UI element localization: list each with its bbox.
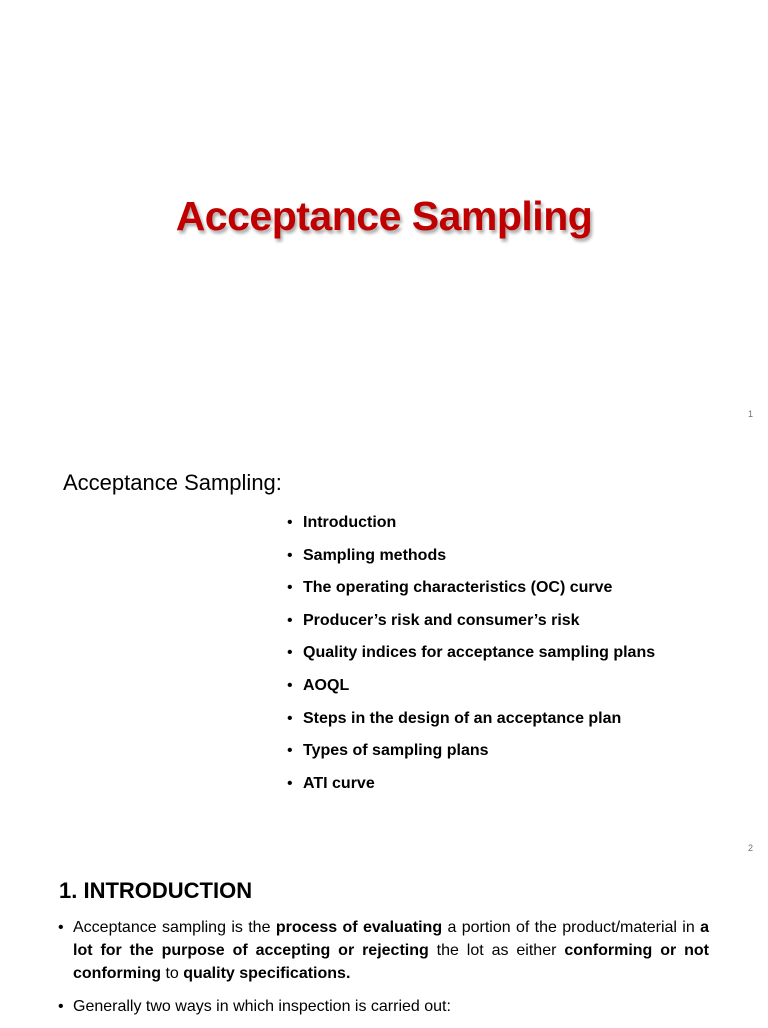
slide-cover xyxy=(0,0,768,430)
bullet-icon: • xyxy=(287,709,293,727)
list-item: • Quality indices for acceptance sampling plans xyxy=(287,642,655,675)
bullet-icon: • xyxy=(58,998,64,1015)
list-item: • AOQL xyxy=(287,675,655,708)
list-item: • Acceptance sampling is the process of evaluating a portion of the product/material in a lot for the purpose of accepting or rejecting the lot as either conforming or not conforming to quality specifications. xyxy=(58,916,709,985)
body-list xyxy=(58,916,709,1028)
list-item: • Steps in the design of an acceptance plan xyxy=(287,708,655,741)
list-item: • ATI curve xyxy=(287,773,655,806)
slide-introduction xyxy=(0,860,768,1024)
slide-contents xyxy=(0,430,768,860)
slide-number: 2 xyxy=(747,843,753,853)
bullet-icon: • xyxy=(287,774,293,792)
bullet-icon: • xyxy=(58,919,64,936)
bullet-icon: • xyxy=(287,676,293,694)
bullet-icon: • xyxy=(287,644,293,662)
bullet-icon: • xyxy=(287,579,293,597)
bullet-icon: • xyxy=(287,514,293,531)
contents-heading: Acceptance Sampling: xyxy=(63,470,282,495)
bullet-icon: • xyxy=(287,611,293,629)
section-heading: 1. INTRODUCTION xyxy=(59,878,253,903)
bullet-icon: • xyxy=(287,546,293,564)
cover-title: Acceptance Sampling xyxy=(175,193,593,239)
contents-list xyxy=(287,512,655,805)
slide-number: 1 xyxy=(747,409,753,419)
list-item: • The operating characteristics (OC) curve xyxy=(287,577,655,610)
list-item: • Types of sampling plans xyxy=(287,740,655,773)
list-item: • Introduction xyxy=(287,512,655,545)
list-item: • Generally two ways in which inspection is carried out: xyxy=(58,995,709,1018)
bullet-icon: • xyxy=(287,742,293,760)
list-item: • Producer’s risk and consumer’s risk xyxy=(287,610,655,643)
list-item: • Sampling methods xyxy=(287,545,655,578)
